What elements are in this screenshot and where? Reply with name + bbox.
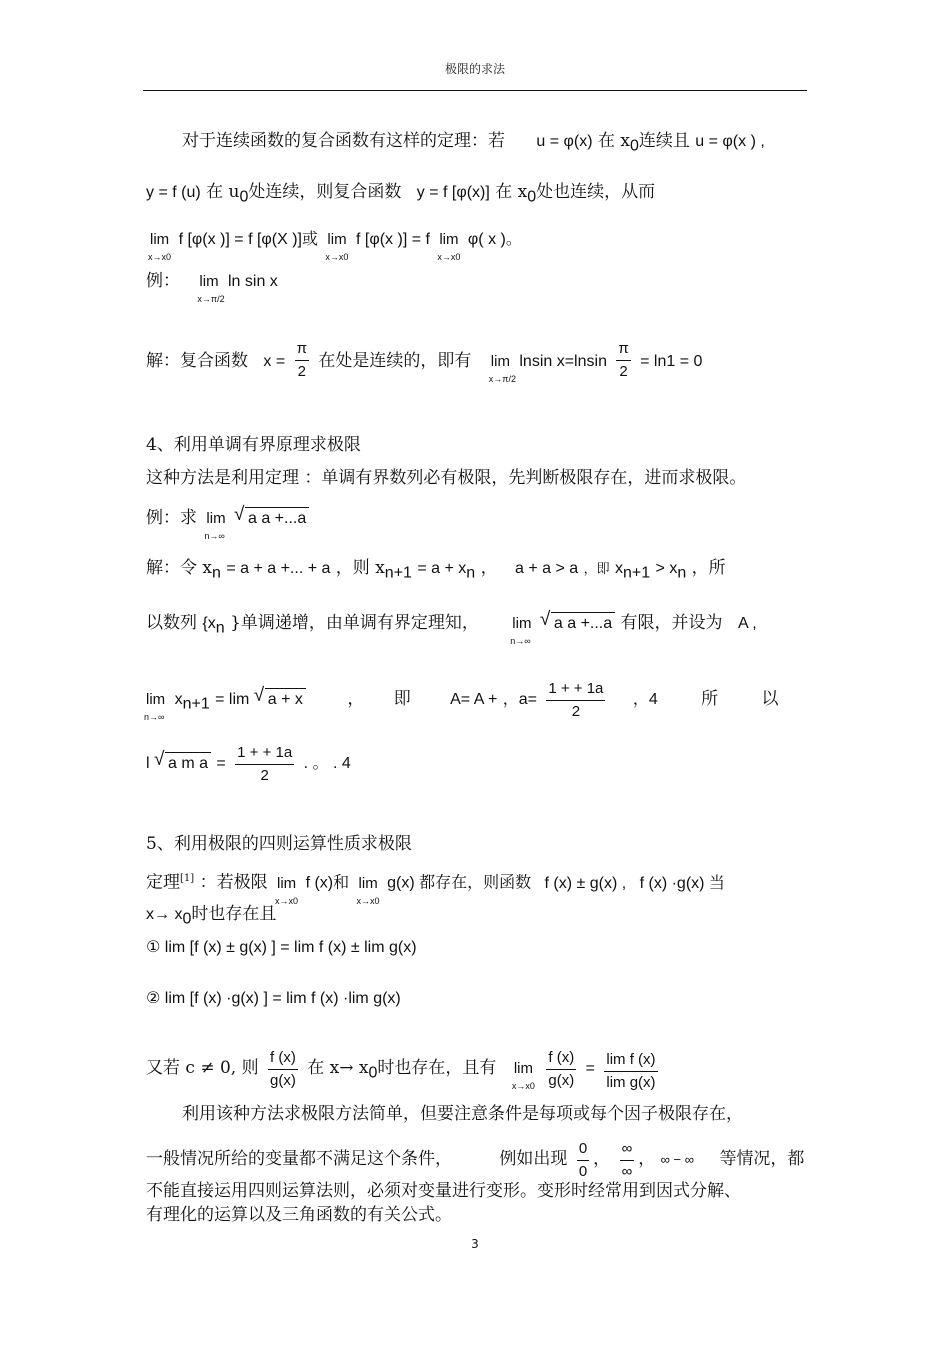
math-composite-limit-2: f [φ(x )] = f [356,231,430,248]
lim-operator: lim x→x0 [511,1060,535,1091]
math-gx-exist: g(x) 都存在，则函数 [387,874,532,892]
math-4: ，4 [632,691,658,708]
text-let-xn: 解：令 x [146,558,212,578]
math-ln-sin: ln sin x [227,273,278,290]
math-x-eq: x = [263,353,286,370]
math-sqrt-a-xn: √ a + x [265,688,306,711]
example-label: 例： [146,271,180,291]
comma: ， [347,689,365,709]
text-sequence: 以数列 [146,613,197,633]
math-inequality: a + a > a [514,560,579,577]
section-5-title: 5、利用极限的四则运算性质求极限 [146,834,412,854]
text-composite: 处连续，则复合函数 [248,182,402,202]
math-x: x [614,560,623,577]
text-also-exist: 时也存在且 [191,904,277,924]
theorem-label: 定理 [146,872,180,893]
fraction-pi-over-2: $\frac{\pi}{2}$ [618,340,629,380]
example-label: 例：求 [146,508,197,528]
header-rule [143,90,807,91]
theorem-text: 对于连续函数的复合函数有这样的定理：若 [182,131,505,151]
paragraph-line2: 一般情况所给的变量都不满足这个条件， 例如出现 $\frac{0}{0}$ ， $\frac{\infty}{\infty}$ ， ∞ − ∞ 等情况，都 [146,1138,808,1183]
theorem-line2: $x\to x_0$时也存在且 [146,904,277,928]
rule-product: ② lim [f (x) ·g(x) ] = lim f (x) ·lim g(x) [146,990,401,1007]
math-nested-sqrt-final: √ a m a [165,752,211,775]
theorem-line1 [146,868,808,906]
lim-operator: lim n→∞ [510,615,532,646]
fraction-f-over-g: $\frac{f (x)}{g(x)}$ [270,1049,296,1089]
text-ie: ，即 [583,562,610,577]
section-4-title: 4、利用单调有界原理求极限 [146,435,361,455]
math-phi-x: φ( x )。 [467,231,522,248]
lim-operator: lim x→π/2 [488,353,516,384]
text-monotone: }单调递增，由单调有界定理知， [230,613,479,633]
lim-operator: lim n→∞ [144,691,166,722]
text-namely: 即 [393,689,411,709]
math-eq-lim: = lim [215,691,250,708]
text-and-have: 时也存在，且有 [377,1058,497,1078]
text-at-x: 在 x [597,131,630,151]
reference-1: [1] [180,873,195,884]
lim-operator: lim x→x0 [148,231,172,262]
lim-operator: lim x→x0 [325,231,349,262]
fraction-inf-over-inf: $\frac{\infty}{\infty}$ [621,1140,633,1180]
text-continuous: 连续且 [638,131,690,151]
page-header: 极限的求法 [444,62,505,76]
composite-limit-line [146,228,808,262]
rule-sum: ① lim [f (x) ± g(x) ] = lim f (x) ± lim g(x) [146,939,417,956]
text-continuous-at: 在处是连续的，即有 [318,351,472,371]
section-4-solution-line1: 解：令 $x_n = a + a$ +... + a ，则 $x_{n+1} = a + x_n$ ， a + a > a ，即 $x_{n+1} > x_n$ ，所 [146,558,726,582]
math-xn-set: {x [202,615,216,632]
math-a-eq: ，a= [502,691,537,708]
text-general-case: 一般情况所给的变量都不满足这个条件， [146,1149,452,1169]
math-y-fu: y = f (u) [146,184,201,201]
text-so: ，所 [691,558,726,578]
math-lnsin: lnsin x=lnsin [519,353,607,370]
section-4-solution-line4 [146,742,808,787]
comma: ， [480,558,498,578]
math-inf-minus-inf: ∞ − ∞ [660,1152,695,1167]
text-then-x: ，则 x [335,558,385,578]
math-u0: u = φ(x ) , [695,133,765,150]
math-x: x [174,691,183,708]
fraction-pi-over-2: $\frac{\pi}{2}$ [296,340,307,380]
section-4-intro: 这种方法是利用定理 ：单调有界数列必有极限，先判断极限存在，进而求极限。 [146,468,747,488]
lim-operator: lim n→∞ [204,510,226,541]
fraction-lim-f-over-lim-g: $\frac{\text{lim f (x)}}{\text{lim g(x)}}$ [606,1051,656,1091]
text-yi: 以 [761,689,779,709]
fraction-0-over-0: $\frac{0}{0}$ [578,1140,588,1180]
paragraph-line1: 利用该种方法求极限方法简单，但要注意条件是每项或每个因子极限存在， [182,1104,743,1124]
text-at-u: 在 u [206,182,240,202]
text-suo: 所 [701,689,719,709]
math-f-pm-g: f (x) ± g(x) , [544,874,627,892]
math-eq: = [216,755,226,772]
math-fx-and: f (x)和 [305,874,350,892]
fraction-f-over-g: $\frac{f (x)}{g(x)}$ [548,1049,575,1089]
math-A-eq: A= A + [450,691,498,708]
composite-theorem-line2: y = f (u) 在 $u_0$处连续，则复合函数 y = f [φ(x)] 在 $x_0$处也连续，从而 [146,182,656,206]
text-at-x: 在 x [495,182,528,202]
paragraph-line3: 不能直接运用四则运算法则，必须对变量进行变形。变形时经常用到因式分解、 [146,1181,741,1201]
section-4-solution-line3: lim n→∞ $x_{n+1} = \lim$ √ a + x ， 即 A= A + ，a= $\frac{1 + + 1a}{2}$ ，4 所 以 [146,678,808,723]
text-finite: 有限，并设为 [620,613,723,633]
composite-theorem-line1: 对于连续函数的复合函数有这样的定理：若 u = φ(x) 在 $x_0$连续且 u = φ(x ) , [182,131,765,155]
math-tail: . 。 . 4 [303,755,351,772]
text-also-continuous: 处也连续，从而 [536,182,656,202]
math-f-times-g: f (x) ·g(x) 当 [639,874,725,892]
math-x-to-x0: x→ x [146,906,183,923]
fraction-final: $\frac{1 + + 1a}{2}$ [237,744,293,784]
example-1 [146,270,808,304]
math-l: l [146,755,150,772]
fraction-solution: $\frac{1 + + 1a}{2}$ [548,680,604,720]
math-composite-limit: f [φ(x )] = f [φ(X )]或 [178,231,319,248]
text-for-example: 例如出现 [499,1149,568,1169]
solution-label: 解：复合函数 [146,351,248,371]
math-y-composite: y = f [φ(x)] [416,184,490,201]
rule-quotient: 又若 c ≠ 0, 则 $\frac{f (x)}{g(x)}$ 在 $x\to x_0$时也存在，且有 lim x→x0 $\frac{f (x)}{g(x)}$ = $\frac{\text{lim f (x)}}{\text{lim g(x)}}$ [146,1047,808,1094]
text-at-x-to-x0: 在 x→ x [307,1058,369,1078]
lim-operator: lim x→π/2 [197,273,225,304]
text-if-c: 又若 c ≠ 0, 则 [146,1058,259,1078]
lim-operator: lim x→x0 [356,874,380,906]
math-nested-sqrt: √ a a +...a [551,612,615,635]
math-xn-def: = a + a +... + a [226,560,331,577]
text-if-limit: ：若极限 [199,872,268,893]
math-A: A , [737,615,757,632]
section-4-solution-line2: 以数列 {$x_n$ }单调递增，由单调有界定理知， lim n→∞ √ a a +...a 有限，并设为 A , [146,612,808,639]
lim-operator: lim x→x0 [274,874,298,906]
math-result: = ln1 = 0 [640,353,703,370]
page-number: 3 [471,1237,479,1251]
text-etc: 等情况，都 [719,1149,805,1169]
lim-operator: lim x→x0 [437,231,461,262]
math-nested-sqrt: √ a a +...a [245,507,309,530]
section-4-example [146,507,808,541]
math-u-phi: u = φ(x) [536,133,593,150]
math-gt-xn: > x [655,560,678,577]
paragraph-line4: 有理化的运算以及三角函数的有关公式。 [146,1205,452,1225]
math-recurrence: = a + x [417,560,467,577]
solution-1 [146,338,808,383]
